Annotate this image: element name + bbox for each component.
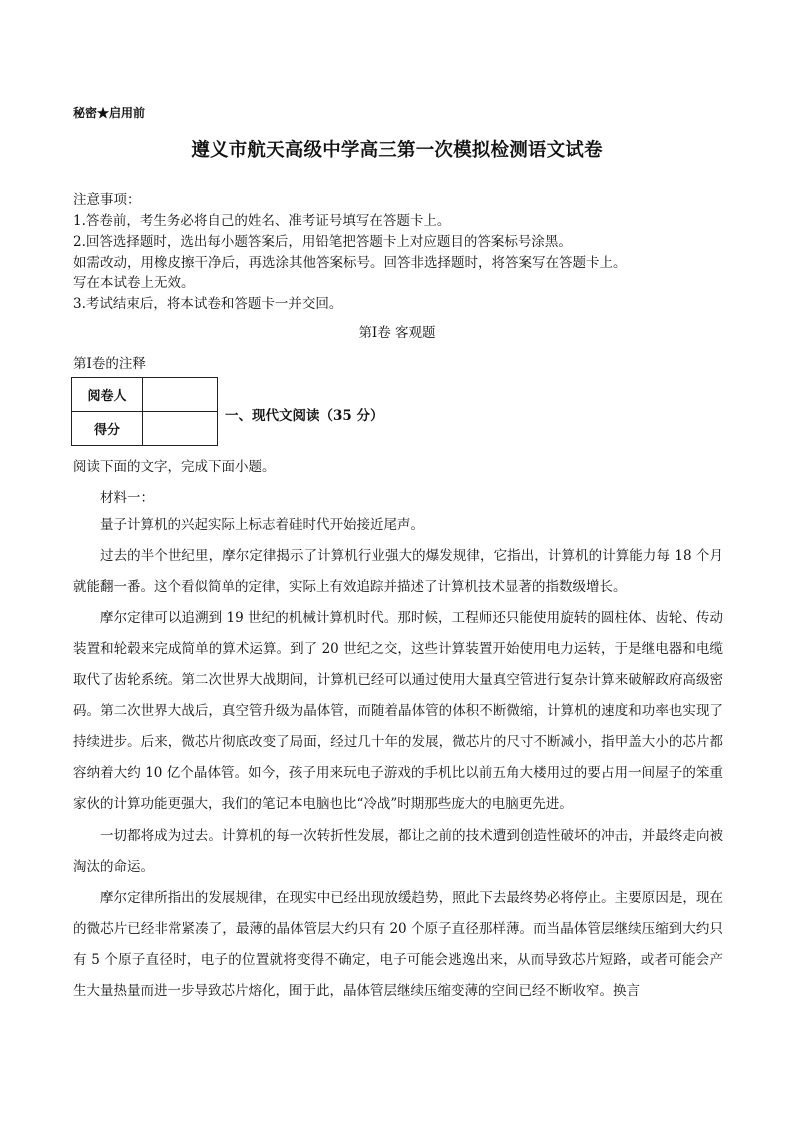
score-value-cell	[143, 412, 218, 446]
grader-value-cell	[143, 378, 218, 412]
reading-paragraph: 摩尔定律可以追溯到 19 世纪的机械计算机时代。那时候，工程师还只能使用旋转的圆柱体、齿轮、传动装置和轮毂来完成简单的算术运算。到了 20 世纪之交，这些计算装置开始使用电力运转，于是继电器和电缆取代了齿轮系统。第二次世界大战期间，计算机已经可以通过使用大量真空管进行复杂计算来破解政府高级密码。第二次世界大战后，真空管升级为晶体管，而随着晶体管的体积不断微缩，计算机的速度和功率也实现了持续进步。后来，微芯片彻底改变了局面，经过几十年的发展，微芯片的尺寸不断减小，指甲盖大小的芯片都容纳着大约 10 亿个晶体管。如今，孩子用来玩电子游戏的手机比以前五角大楼用过的要占用一间屋子的笨重家伙的计算功能更强大，我们的笔记本电脑也比“冷战”时期那些庞大的电脑更先进。	[73, 610, 723, 812]
reading-paragraph: 过去的半个世纪里，摩尔定律揭示了计算机行业强大的爆发规律，它指出，计算机的计算能力每 18 个月就能翻一番。这个看似简单的定律，实际上有效追踪并描述了计算机技术显著的指数级增长。	[73, 548, 723, 595]
reading-paragraph: 量子计算机的兴起实际上标志着硅时代开始接近尾声。	[100, 517, 424, 533]
table-row	[72, 412, 218, 446]
notice-heading: 注意事项：	[73, 192, 141, 208]
reading-instruction: 阅读下面的文字，完成下面小题。	[73, 459, 276, 475]
grader-label: 阅卷人	[72, 378, 143, 412]
notice-line: 写在本试卷上无效。	[73, 275, 195, 291]
section-remark: 第Ⅰ卷的注释	[73, 356, 146, 372]
notice-line: 如需改动，用橡皮擦干净后，再选涂其他答案标号。回答非选择题时，将答案写在答题卡上。	[73, 255, 627, 271]
notice-line: 2.回答选择题时，选出每小题答案后，用铅笔把答题卡上对应题目的答案标号涂黑。	[73, 234, 572, 250]
notice-line: 3.考试结束后，将本试卷和答题卡一并交回。	[73, 296, 343, 312]
notice-line: 1.答卷前，考生务必将自己的姓名、准考证号填写在答题卡上。	[73, 213, 451, 229]
exam-title: 遵义市航天高级中学高三第一次模拟检测语文试卷	[191, 140, 603, 161]
part-heading: 一、现代文阅读（35 分）	[225, 408, 384, 424]
score-label: 得分	[72, 412, 143, 446]
reading-paragraph: 一切都将成为过去。计算机的每一次转折性发展，都让之前的技术遭到创造性破坏的冲击，并最终走向被淘汰的命运。	[73, 828, 723, 875]
table-row	[72, 378, 218, 412]
section-title: 第Ⅰ卷 客观题	[358, 325, 436, 341]
confidential-label: 秘密★启用前	[73, 106, 146, 120]
reading-paragraph: 摩尔定律所指出的发展规律，在现实中已经出现放缓趋势，照此下去最终势必将停止。主要原因是，现在的微芯片已经非常紧凑了，最薄的晶体管层大约只有 20 个原子直径那样薄。而当晶体管层继续压缩到大约只有 5 个原子直径时，电子的位置就将变得不确定，电子可能会逃逸出来，从而导致芯片短路，或者可能会产生大量热量而进一步导致芯片熔化，囿于此，晶体管层继续压缩变薄的空间已经不断收窄。换言	[73, 890, 723, 999]
grader-score-table	[71, 377, 218, 446]
material-label: 材料一：	[100, 490, 154, 506]
